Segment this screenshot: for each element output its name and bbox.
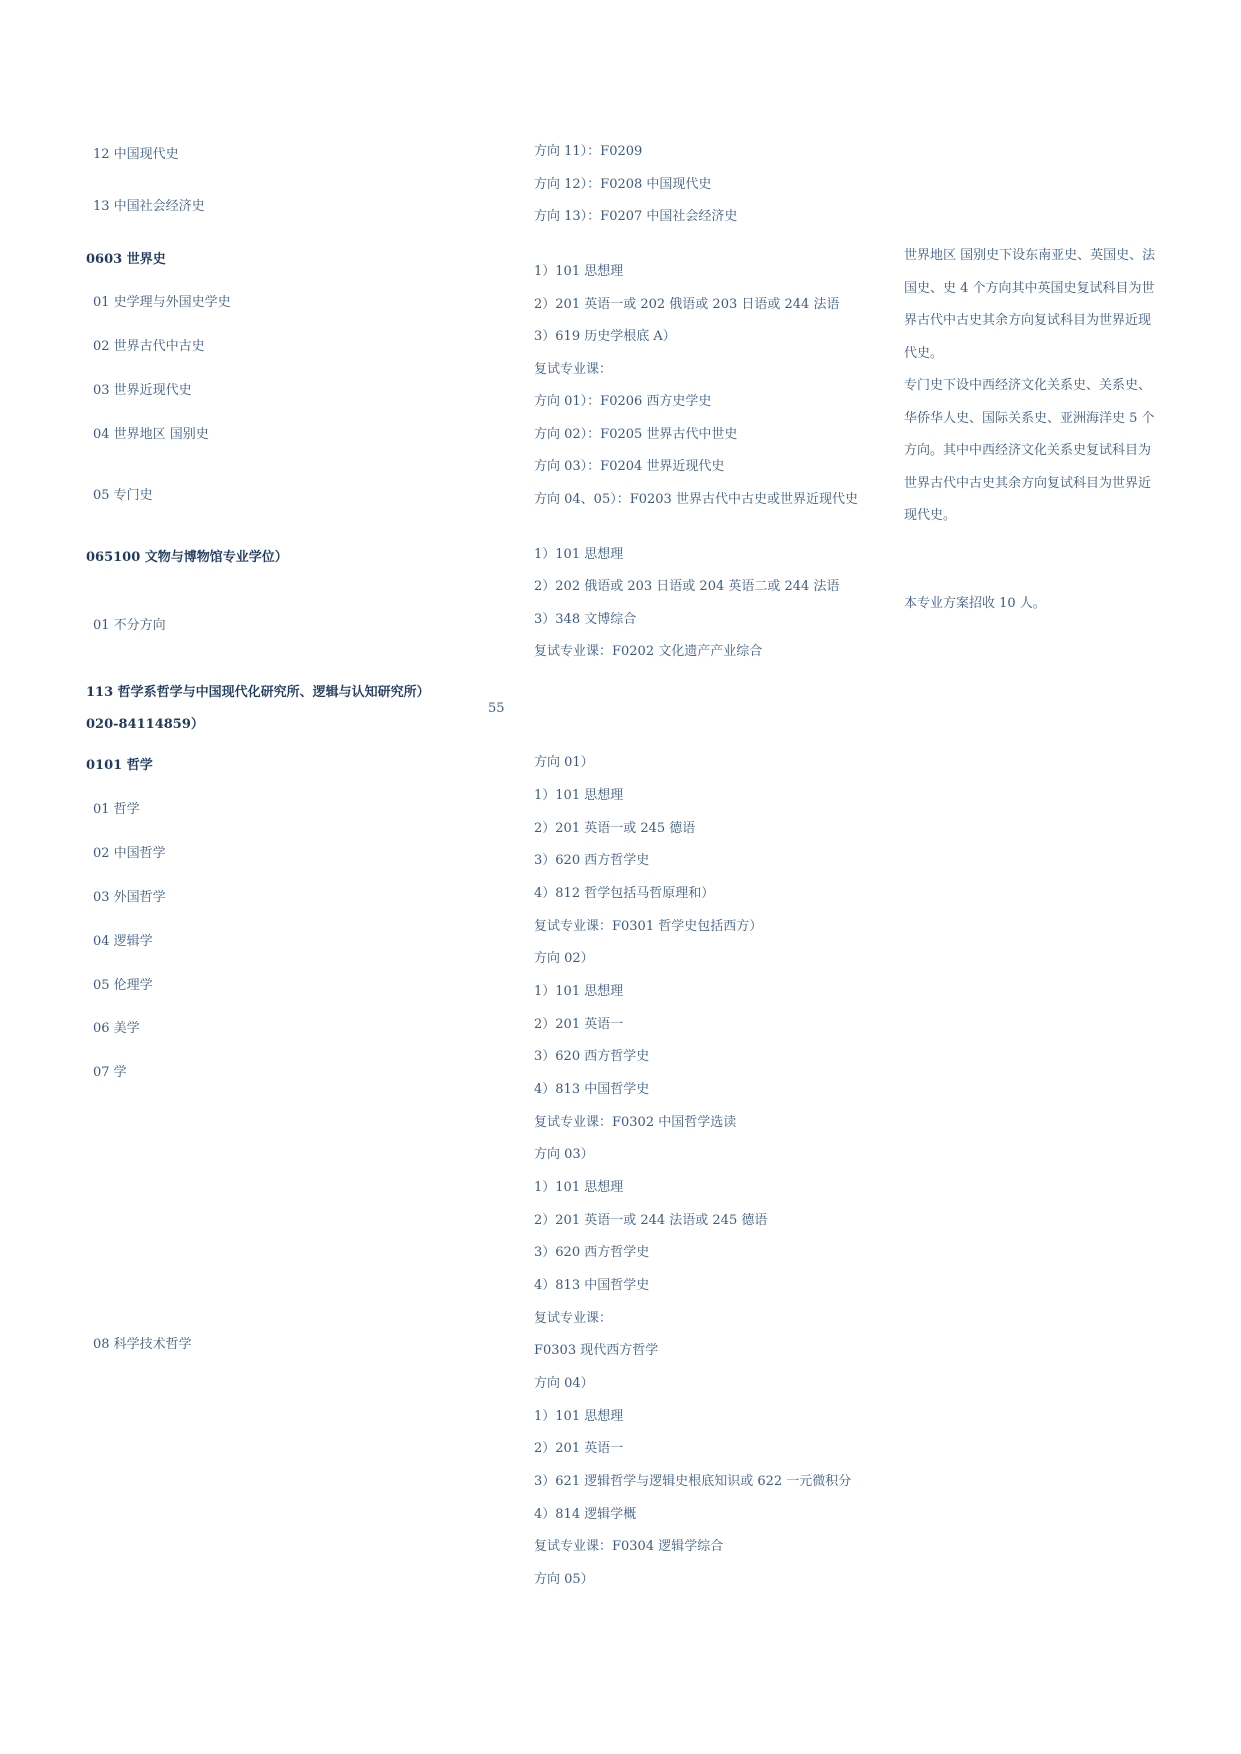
left-row-museum-01: 01 不分方向 <box>93 618 166 633</box>
exam-line: 4）813 中国哲学史 <box>534 1082 650 1097</box>
left-row-phil-01: 01 哲学 <box>93 802 140 817</box>
exam-line: 复试专业课：F0301 哲学史包括西方） <box>534 919 763 934</box>
left-row-world-01: 01 史学理与外国史学史 <box>93 295 231 310</box>
section-heading-065100: 065100 文物与博物馆专业学位） <box>86 550 288 565</box>
exam-line: 1）101 思想理 <box>534 547 624 562</box>
exam-line: 方向 04） <box>534 1376 594 1391</box>
exam-line: F0303 现代西方哲学 <box>534 1343 659 1358</box>
exam-line: 3）620 西方哲学史 <box>534 1049 650 1064</box>
exam-line: 2）201 英语一 <box>534 1441 624 1456</box>
exam-line: 2）201 英语一或 202 俄语或 203 日语或 244 法语 <box>534 297 840 312</box>
exam-line: 复试专业课： <box>534 1311 613 1326</box>
exam-line: 1）101 思想理 <box>534 788 624 803</box>
section-heading-0101: 0101 哲学 <box>86 758 153 773</box>
exam-line: 方向 02）：F0205 世界古代中世史 <box>534 427 738 442</box>
left-row-phil-07: 07 学 <box>93 1065 127 1080</box>
left-row-world-05: 05 专门史 <box>93 488 153 503</box>
exam-line: 3）348 文博综合 <box>534 612 637 627</box>
exam-line: 复试专业课：F0202 文化遗产产业综合 <box>534 644 763 659</box>
exam-line: 4）814 逻辑学概 <box>534 1507 637 1522</box>
exam-line: 1）101 思想理 <box>534 1409 624 1424</box>
exam-line: 方向 01）：F0206 西方史学史 <box>534 394 712 409</box>
exam-line: 方向 04、05）：F0203 世界古代中古史或世界近现代史 <box>534 492 858 507</box>
section-heading-113-phone: 020-84114859） <box>86 717 204 732</box>
exam-line: 2）201 英语一 <box>534 1017 624 1032</box>
exam-line: 复试专业课：F0304 逻辑学综合 <box>534 1539 724 1554</box>
left-row-phil-08: 08 科学技术哲学 <box>93 1337 192 1352</box>
left-row-world-02: 02 世界古代中古史 <box>93 339 205 354</box>
section-heading-0603: 0603 世界史 <box>86 252 166 267</box>
exam-line: 方向 13）：F0207 中国社会经济史 <box>534 209 738 224</box>
exam-line: 方向 02） <box>534 951 594 966</box>
left-row-phil-05: 05 伦理学 <box>93 978 153 993</box>
exam-line: 2）201 英语一或 245 德语 <box>534 821 696 836</box>
left-row-13: 13 中国社会经济史 <box>93 199 205 214</box>
exam-line: 1）101 思想理 <box>534 264 624 279</box>
left-row-phil-02: 02 中国哲学 <box>93 846 166 861</box>
exam-line: 1）101 思想理 <box>534 984 624 999</box>
left-row-phil-06: 06 美学 <box>93 1021 140 1036</box>
exam-line: 2）201 英语一或 244 法语或 245 德语 <box>534 1213 768 1228</box>
note-world-region: 世界地区 国别史下设东南亚史、英国史、法国史、史 4 个方向其中英国史复试科目为世界古代中古史其余方向复试科目为世界近现代史。 <box>904 248 1156 361</box>
exam-line: 4）813 中国哲学史 <box>534 1278 650 1293</box>
section-heading-113: 113 哲学系哲学与中国现代化研究所、逻辑与认知研究所） <box>86 685 430 700</box>
exam-line: 3）621 逻辑哲学与逻辑史根底知识或 622 一元微积分 <box>534 1474 852 1489</box>
exam-line: 2）202 俄语或 203 日语或 204 英语二或 244 法语 <box>534 579 840 594</box>
exam-line: 3）619 历史学根底 A） <box>534 329 676 344</box>
left-row-world-04: 04 世界地区 国别史 <box>93 427 209 442</box>
exam-line: 1）101 思想理 <box>534 1180 624 1195</box>
exam-line: 3）620 西方哲学史 <box>534 1245 650 1260</box>
exam-line: 方向 03） <box>534 1147 594 1162</box>
exam-line: 复试专业课： <box>534 362 613 377</box>
exam-line: 方向 11）：F0209 <box>534 144 643 159</box>
exam-line: 方向 01） <box>534 755 594 770</box>
exam-line: 3）620 西方哲学史 <box>534 853 650 868</box>
left-row-world-03: 03 世界近现代史 <box>93 383 192 398</box>
note-enrollment: 本专业方案招收 10 人。 <box>904 596 1046 611</box>
exam-line: 方向 03）：F0204 世界近现代史 <box>534 459 725 474</box>
left-row-phil-04: 04 逻辑学 <box>93 934 153 949</box>
left-row-12: 12 中国现代史 <box>93 147 179 162</box>
exam-line: 方向 05） <box>534 1572 594 1587</box>
exam-line: 方向 12）：F0208 中国现代史 <box>534 177 712 192</box>
note-special-history: 专门史下设中西经济文化关系史、关系史、华侨华人史、国际关系史、亚洲海洋史 5 个方向。其中中西经济文化关系史复试科目为世界古代中古史其余方向复试科目为世界近现代史。 <box>904 378 1155 523</box>
left-row-phil-03: 03 外国哲学 <box>93 890 166 905</box>
exam-line: 复试专业课：F0302 中国哲学选读 <box>534 1115 737 1130</box>
exam-line: 4）812 哲学包括马哲原理和） <box>534 886 715 901</box>
page-number: 55 <box>488 701 505 716</box>
